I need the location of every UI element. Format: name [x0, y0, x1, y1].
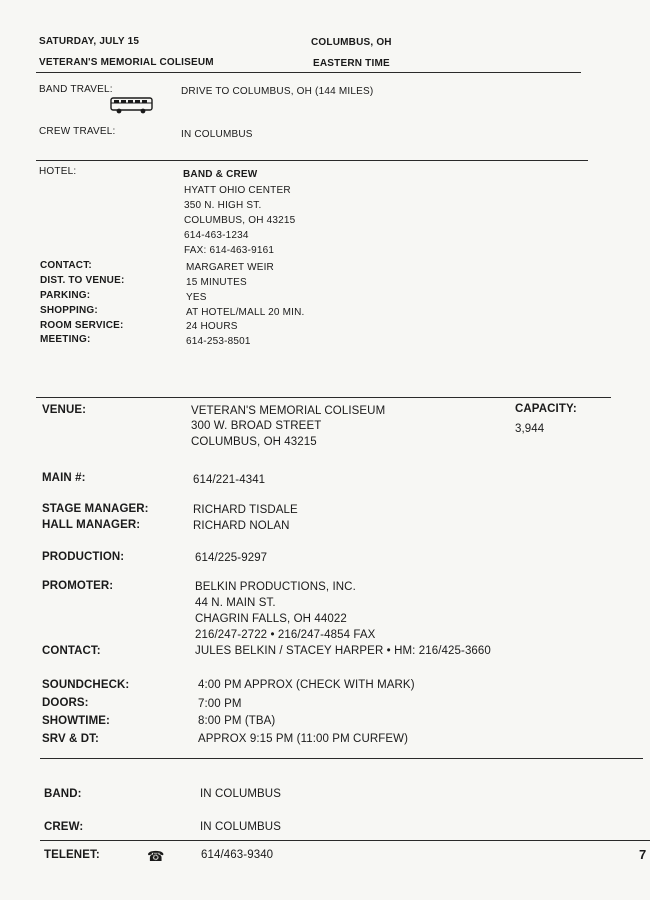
promoter-street: 44 N. MAIN ST.	[195, 597, 276, 609]
band-travel-value: DRIVE TO COLUMBUS, OH (144 MILES)	[181, 86, 374, 97]
hotel-dist-value: 15 MINUTES	[186, 277, 247, 288]
promoter-name: BELKIN PRODUCTIONS, INC.	[195, 581, 356, 593]
promoter-contact-label: CONTACT:	[42, 645, 101, 657]
header-city: COLUMBUS, OH	[311, 37, 392, 48]
header-timezone: EASTERN TIME	[313, 58, 390, 69]
soundcheck-label: SOUNDCHECK:	[42, 679, 130, 691]
promoter-city: CHAGRIN FALLS, OH 44022	[195, 613, 347, 625]
hotel-meeting-value: 614-253-8501	[186, 336, 251, 347]
hotel-fax: FAX: 614-463-9161	[184, 245, 275, 256]
divider	[40, 758, 643, 759]
promoter-phones: 216/247-2722 • 216/247-4854 FAX	[195, 629, 376, 641]
hotel-name: HYATT OHIO CENTER	[184, 185, 291, 196]
footer-crew-value: IN COLUMBUS	[200, 821, 281, 833]
footer-band-value: IN COLUMBUS	[200, 788, 281, 800]
promoter-label: PROMOTER:	[42, 580, 114, 592]
hotel-shopping-value: AT HOTEL/MALL 20 MIN.	[186, 307, 305, 318]
telenet-value: 614/463-9340	[201, 849, 274, 861]
hotel-room-service-value: 24 HOURS	[186, 321, 238, 332]
stage-manager-value: RICHARD TISDALE	[193, 504, 298, 516]
stage-manager-label: STAGE MANAGER:	[42, 503, 149, 515]
telephone-icon: ☎	[147, 848, 165, 864]
bus-icon	[110, 97, 154, 114]
hotel-parking-label: PARKING:	[40, 290, 91, 301]
venue-label: VENUE:	[42, 404, 87, 416]
srv-dt-value: APPROX 9:15 PM (11:00 PM CURFEW)	[198, 733, 409, 745]
showtime-value: 8:00 PM (TBA)	[198, 715, 276, 727]
hotel-shopping-label: SHOPPING:	[40, 305, 98, 316]
capacity-label: CAPACITY:	[515, 403, 577, 415]
hotel-contact-value: MARGARET WEIR	[186, 262, 274, 273]
production-label: PRODUCTION:	[42, 551, 125, 563]
hotel-parking-value: YES	[186, 292, 207, 303]
divider	[40, 840, 650, 841]
showtime-label: SHOWTIME:	[42, 715, 110, 727]
hall-manager-value: RICHARD NOLAN	[193, 520, 290, 532]
crew-travel-value: IN COLUMBUS	[181, 129, 253, 140]
doors-label: DOORS:	[42, 697, 89, 709]
main-number-value: 614/221-4341	[193, 474, 266, 486]
divider	[36, 72, 581, 73]
footer-band-label: BAND:	[44, 788, 82, 800]
hotel-label: HOTEL:	[39, 166, 77, 177]
hotel-phone: 614-463-1234	[184, 230, 249, 241]
venue-street: 300 W. BROAD STREET	[191, 420, 322, 432]
promoter-contact-value: JULES BELKIN / STACEY HARPER • HM: 216/425-3660	[195, 645, 491, 657]
doors-value: 7:00 PM	[198, 698, 242, 710]
footer-crew-label: CREW:	[44, 821, 84, 833]
capacity-value: 3,944	[515, 423, 545, 435]
hotel-room-service-label: ROOM SERVICE:	[40, 320, 124, 331]
header-date: SATURDAY, JULY 15	[39, 36, 140, 47]
hotel-meeting-label: MEETING:	[40, 334, 91, 345]
header-venue: VETERAN'S MEMORIAL COLISEUM	[39, 57, 214, 68]
main-number-label: MAIN #:	[42, 472, 86, 484]
hotel-city: COLUMBUS, OH 43215	[184, 215, 296, 226]
venue-city: COLUMBUS, OH 43215	[191, 436, 317, 448]
hotel-heading: BAND & CREW	[183, 169, 258, 180]
divider	[36, 160, 588, 161]
divider	[36, 397, 611, 398]
hall-manager-label: HALL MANAGER:	[42, 519, 141, 531]
production-value: 614/225-9297	[195, 552, 268, 564]
srv-dt-label: SRV & DT:	[42, 733, 99, 745]
hotel-street: 350 N. HIGH ST.	[184, 200, 262, 211]
venue-name: VETERAN'S MEMORIAL COLISEUM	[191, 405, 386, 417]
crew-travel-label: CREW TRAVEL:	[39, 126, 116, 137]
soundcheck-value: 4:00 PM APPROX (CHECK WITH MARK)	[198, 679, 415, 691]
page-number: 7	[639, 847, 647, 862]
band-travel-label: BAND TRAVEL:	[39, 84, 113, 95]
telenet-label: TELENET:	[44, 849, 100, 861]
hotel-dist-label: DIST. TO VENUE:	[40, 275, 125, 286]
hotel-contact-label: CONTACT:	[40, 260, 92, 271]
